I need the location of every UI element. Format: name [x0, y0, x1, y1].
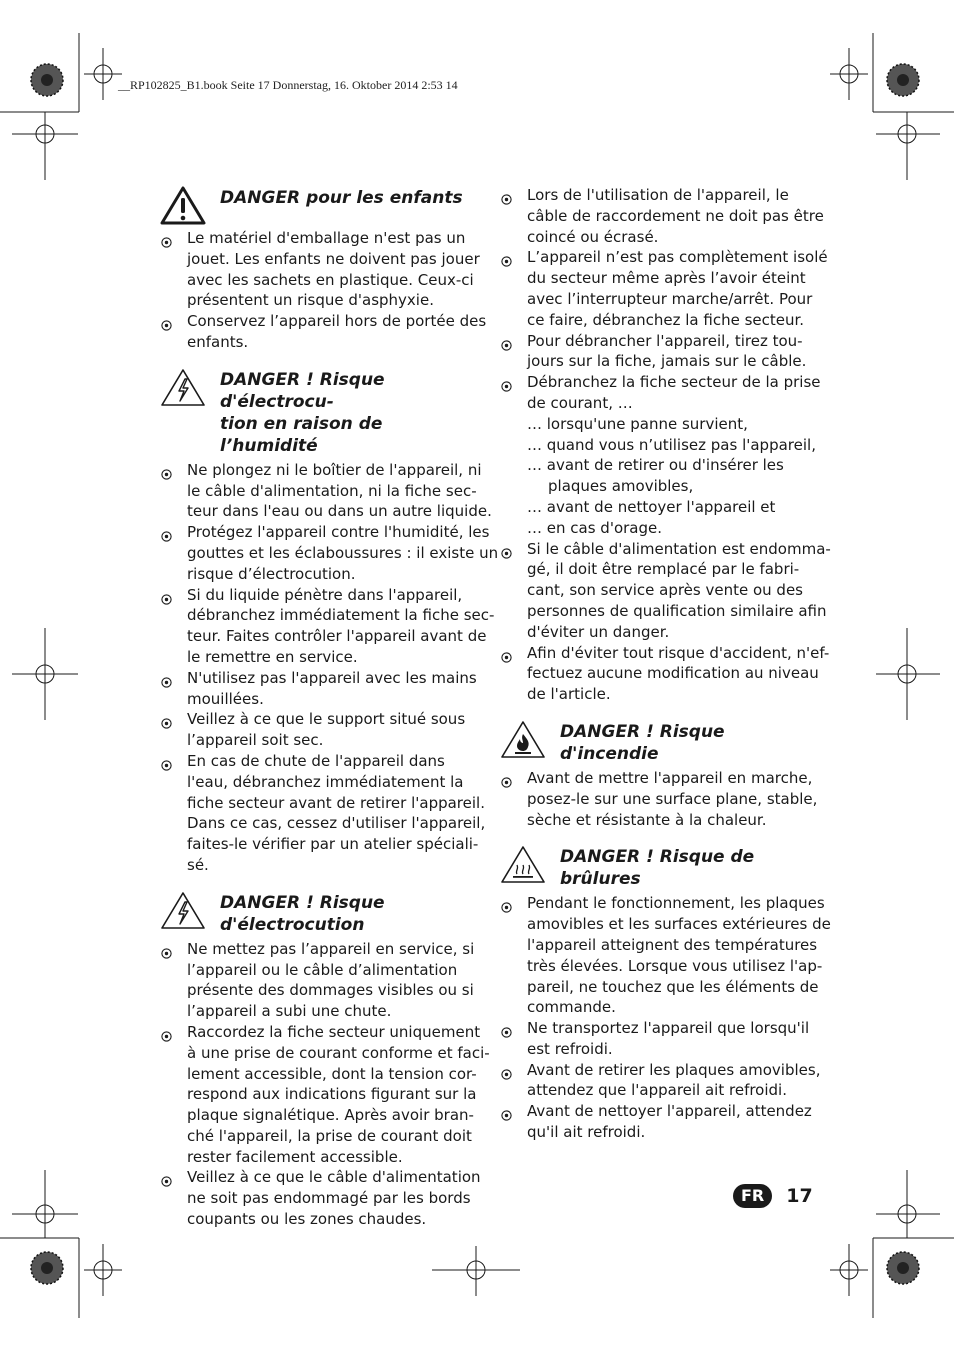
list-item-line: l’appareil a subi une chute.	[187, 1002, 392, 1021]
list-item-line: ce faire, débranchez la fiche secteur.	[527, 310, 805, 329]
list-item	[500, 1060, 826, 1102]
safety-section	[500, 719, 826, 830]
list-item-line: amovibles et les surfaces extérieures de	[527, 915, 831, 934]
list-item	[500, 247, 826, 330]
right-column	[500, 185, 831, 1143]
bullet-list	[500, 185, 831, 705]
crosshair-mark	[84, 48, 122, 100]
bullet-icon	[501, 898, 512, 909]
safety-section	[500, 844, 831, 1143]
page-number: 17	[786, 1185, 813, 1207]
color-wheel-mark	[31, 1252, 63, 1284]
bullet-icon	[501, 648, 512, 659]
list-item	[160, 585, 495, 668]
list-item-line: coupants ou les zones chaudes.	[187, 1210, 427, 1229]
list-item	[500, 185, 826, 247]
list-item-line: gé, il doit être remplacé par le fabri-	[527, 560, 800, 579]
list-item-line: teur dans l'eau ou dans un autre liquide.	[187, 502, 492, 521]
list-item-line: N'utilisez pas l'appareil avec les mains	[187, 668, 477, 687]
list-item-line: … lorsqu'une panne survient,	[527, 414, 748, 433]
list-item-line: Protégez l'appareil contre l'humidité, les	[187, 523, 490, 542]
list-item-line: qu'il ait refroidi.	[527, 1123, 646, 1142]
page-footer	[733, 1184, 813, 1208]
bullet-icon	[161, 714, 172, 725]
list-item	[500, 539, 831, 643]
list-item-line: l’appareil ou le câble d’alimentation	[187, 960, 458, 979]
list-item-line: … avant de nettoyer l'appareil et	[527, 497, 776, 516]
bullet-icon	[501, 252, 512, 263]
list-item-line: à une prise de courant conforme et faci-	[187, 1043, 490, 1062]
list-item-line: cant, son service après vente ou des	[527, 581, 803, 600]
bullet-icon	[501, 377, 512, 388]
list-item-line: très élevées. Lorsque vous utilisez l'ap-	[527, 956, 823, 975]
list-item-line: respond aux indications figurant sur la	[187, 1085, 477, 1104]
section-title-line: d'électrocution	[220, 914, 365, 935]
list-item-line: Dans ce cas, cessez d'utiliser l'appareil,	[187, 814, 486, 833]
list-item-line: Raccordez la fiche secteur uniquement	[187, 1022, 481, 1041]
list-item	[500, 1018, 826, 1060]
list-item-line: personnes de qualification similaire afin	[527, 601, 827, 620]
bullet-icon	[161, 944, 172, 955]
list-item-line: du secteur même après l’avoir éteint	[527, 269, 806, 288]
list-item-line: Débranchez la fiche secteur de la prise	[527, 373, 821, 392]
list-item-line: l'appareil atteignent des températures	[527, 935, 818, 954]
crosshair-mark	[12, 1170, 78, 1238]
list-item-line: gouttes et les éclaboussures : il existe un	[187, 543, 499, 562]
list-item-line: Veillez à ce que le câble d'alimentation	[187, 1168, 481, 1187]
section-title-line: DANGER ! Risque	[560, 721, 725, 742]
bullet-icon	[501, 1023, 512, 1034]
list-item-line: enfants.	[187, 332, 249, 351]
bullet-list	[500, 893, 831, 1143]
section-title-line: tion en raison de l’humidité	[220, 413, 383, 456]
list-item-line: ché l'appareil, la prise de courant doit	[187, 1126, 472, 1145]
list-item-line: d'éviter un danger.	[527, 622, 670, 641]
crosshair-mark	[876, 628, 940, 720]
list-item-line: Avant de nettoyer l'appareil, attendez	[527, 1102, 812, 1121]
bullet-icon	[161, 316, 172, 327]
bullet-icon	[161, 756, 172, 767]
list-item-line: faites-le vérifier par un atelier spéciali-	[187, 835, 479, 854]
list-item-line: présentent un risque d'asphyxie.	[187, 291, 434, 310]
section-title	[560, 721, 725, 765]
list-item-line: Ne plongez ni le boîtier de l'appareil, ni	[187, 460, 482, 479]
list-item-line: l’appareil soit sec.	[187, 731, 324, 750]
list-item-line: présente des dommages visibles ou si	[187, 981, 474, 1000]
section-title-line: d'incendie	[560, 743, 659, 764]
crosshair-mark	[830, 1244, 868, 1296]
list-item-line: sé.	[187, 855, 209, 874]
list-item-line: Si du liquide pénètre dans l'appareil,	[187, 585, 463, 604]
list-item-line: l'eau, débranchez immédiatement la	[187, 772, 464, 791]
bullet-icon	[501, 544, 512, 555]
list-item-line: plaque signalétique. Après avoir bran-	[187, 1106, 474, 1125]
bullet-icon	[501, 336, 512, 347]
bullet-icon	[161, 590, 172, 601]
section-title-line: brûlures	[560, 869, 641, 890]
list-item	[160, 751, 485, 876]
list-item-line: risque d’électrocution.	[187, 564, 356, 583]
list-item-line: … en cas d'orage.	[527, 518, 662, 537]
hot-surface-warning-icon	[500, 844, 546, 884]
crosshair-mark	[12, 628, 78, 720]
list-item	[500, 893, 831, 1018]
list-item	[160, 668, 485, 710]
bullet-list	[160, 228, 485, 353]
left-column	[160, 185, 499, 1230]
section-title	[220, 892, 385, 936]
electric-shock-warning-icon	[160, 890, 206, 930]
list-item-line: … avant de retirer ou d'insérer les	[527, 456, 784, 475]
list-item	[500, 768, 826, 830]
bullet-list	[500, 768, 826, 830]
list-item-line: Veillez à ce que le support situé sous	[187, 710, 466, 729]
list-item	[160, 939, 485, 1022]
list-item-line: de courant, …	[527, 393, 633, 412]
list-item	[160, 460, 492, 522]
list-item-line: fectuez aucune modification au niveau	[527, 664, 819, 683]
list-item-line: lement accessible, dont la tension cor-	[187, 1064, 477, 1083]
list-item-line: Afin d'éviter tout risque d'accident, n'ef-	[527, 643, 830, 662]
list-item-line: Si le câble d'alimentation est endomma-	[527, 539, 831, 558]
list-item-line: débranchez immédiatement la fiche sec-	[187, 606, 495, 625]
list-item-line: coincé ou écrasé.	[527, 227, 659, 246]
bullet-icon	[501, 773, 512, 784]
list-item-line: Avant de retirer les plaques amovibles,	[527, 1060, 821, 1079]
list-item-line: En cas de chute de l'appareil dans	[187, 751, 445, 770]
list-item-line: teur. Faites contrôler l'appareil avant de	[187, 627, 487, 646]
list-item-line: sèche et résistante à la chaleur.	[527, 810, 767, 829]
color-wheel-mark	[887, 64, 919, 96]
bullet-list	[160, 939, 490, 1230]
electric-shock-warning-icon	[160, 367, 206, 407]
section-header	[160, 890, 485, 936]
color-wheel-mark	[31, 64, 63, 96]
list-item-line: fiche secteur avant de retirer l'appareil.	[187, 793, 485, 812]
list-item-line: le câble d'alimentation, ni la fiche sec-	[187, 481, 477, 500]
section-header	[500, 719, 826, 765]
list-item-line: Ne mettez pas l’appareil en service, si	[187, 939, 475, 958]
list-item	[160, 311, 485, 353]
bullet-icon	[161, 465, 172, 476]
safety-section	[160, 890, 490, 1230]
list-item	[160, 522, 499, 584]
bullet-icon	[501, 1065, 512, 1076]
list-item-line: de l'article.	[527, 685, 611, 704]
list-item-line: avec les sachets en plastique. Ceux-ci	[187, 270, 474, 289]
list-item-line: commande.	[527, 998, 616, 1017]
list-item-line: mouillées.	[187, 689, 264, 708]
list-item-line: est refroidi.	[527, 1039, 613, 1058]
print-slug: __RP102825_B1.book Seite 17 Donnerstag, 16. Oktober 2014 2:53 14	[118, 78, 458, 92]
crosshair-mark	[830, 48, 868, 100]
crosshair-mark	[432, 1246, 520, 1296]
list-item	[500, 643, 830, 705]
section-title	[220, 369, 485, 457]
bullet-icon	[501, 190, 512, 201]
list-item-line: pareil, ne touchez que les éléments de	[527, 977, 819, 996]
list-item	[500, 331, 826, 373]
list-item	[500, 372, 826, 538]
list-item-line: câble de raccordement ne doit pas être	[527, 206, 824, 225]
safety-section	[160, 185, 485, 353]
list-item-line: le remettre en service.	[187, 647, 358, 666]
bullet-icon	[161, 673, 172, 684]
section-title	[220, 187, 463, 209]
list-item-line: Conservez l’appareil hors de portée des	[187, 312, 487, 331]
crosshair-mark	[876, 112, 940, 180]
list-item	[160, 709, 485, 751]
bullet-icon	[161, 233, 172, 244]
list-item-line: Pendant le fonctionnement, les plaques	[527, 894, 825, 913]
list-item-line: avec l’interrupteur marche/arrêt. Pour	[527, 289, 813, 308]
list-item	[160, 1167, 485, 1229]
section-header	[160, 185, 485, 225]
list-item-line: Lors de l'utilisation de l'appareil, le	[527, 186, 789, 204]
section-header	[500, 844, 826, 890]
crosshair-mark	[84, 1244, 122, 1296]
list-item-line: jours sur la fiche, jamais sur le câble.	[527, 352, 807, 371]
list-item-line: jouet. Les enfants ne doivent pas jouer	[187, 249, 480, 268]
bullet-icon	[501, 1106, 512, 1117]
bullet-icon	[161, 1027, 172, 1038]
fire-warning-icon	[500, 719, 546, 759]
list-item-line: attendez que l'appareil ait refroidi.	[527, 1081, 787, 1100]
list-item-line: Ne transportez l'appareil que lorsqu'il	[527, 1019, 810, 1038]
safety-section	[500, 185, 831, 705]
list-item-line: rester facilement accessible.	[187, 1147, 403, 1166]
list-item-line: Avant de mettre l'appareil en marche,	[527, 768, 813, 787]
safety-section	[160, 367, 499, 876]
crosshair-mark	[12, 112, 78, 180]
section-title	[560, 846, 754, 890]
list-item-line: Le matériel d'emballage n'est pas un	[187, 229, 466, 247]
list-item	[500, 1101, 826, 1143]
color-wheel-mark	[887, 1252, 919, 1284]
list-item-line: L’appareil n’est pas complètement isolé	[527, 248, 828, 267]
crosshair-mark	[876, 1170, 940, 1238]
list-item	[160, 228, 485, 311]
bullet-icon	[161, 527, 172, 538]
list-item-line: posez-le sur une surface plane, stable,	[527, 789, 818, 808]
bullet-icon	[161, 1172, 172, 1183]
list-item-line: … quand vous n’utilisez pas l'appareil,	[527, 435, 816, 454]
language-badge: FR	[733, 1184, 772, 1208]
list-item-line: Pour débrancher l'appareil, tirez tou-	[527, 331, 803, 350]
section-title-line: DANGER ! Risque d'électrocu-	[220, 369, 385, 412]
section-title-line: DANGER ! Risque	[220, 892, 385, 913]
section-header	[160, 367, 485, 457]
section-title-line: DANGER ! Risque de	[560, 847, 755, 868]
list-item-line: plaques amovibles,	[548, 477, 694, 496]
warning-triangle-icon	[160, 185, 206, 225]
list-item	[160, 1022, 490, 1168]
list-item-line: ne soit pas endommagé par les bords	[187, 1189, 471, 1208]
bullet-list	[160, 460, 499, 876]
section-title-line: DANGER pour les enfants	[220, 188, 463, 208]
